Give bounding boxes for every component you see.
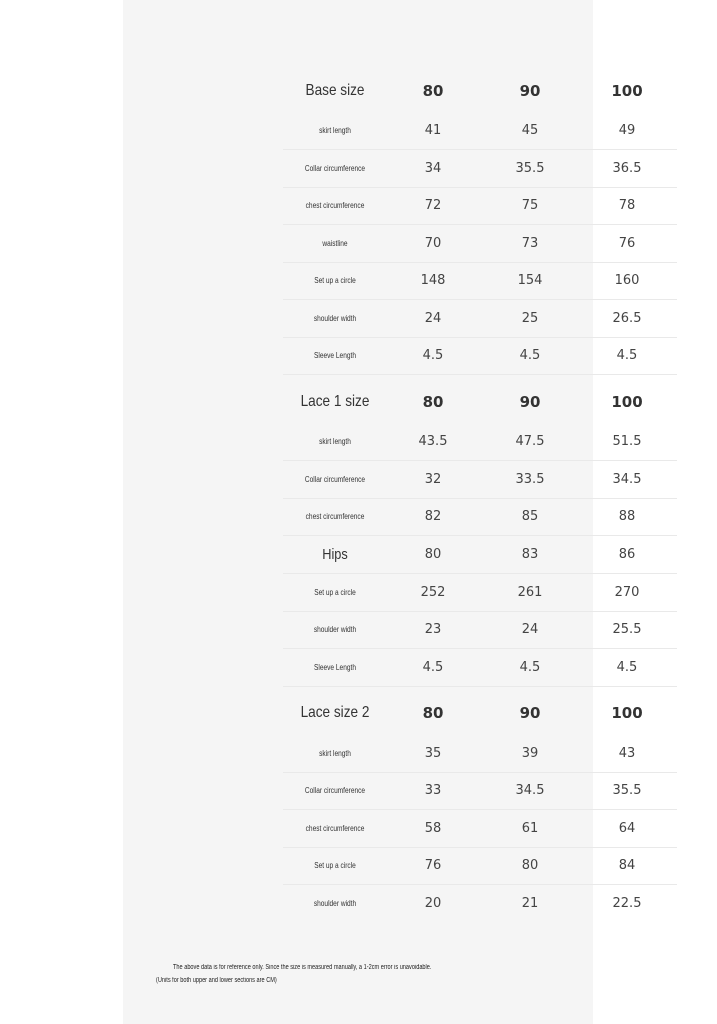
value-cell: 4.5	[422, 660, 444, 675]
table-row	[283, 150, 677, 188]
table-row	[283, 735, 677, 773]
value-cell: 21	[521, 896, 539, 911]
row-label: Set up a circle	[314, 588, 356, 597]
section-title: Lace size 2	[300, 703, 370, 721]
value-cell: 35.5	[515, 161, 545, 176]
value-cell: 270	[614, 585, 640, 600]
row-label: skirt length	[319, 126, 351, 135]
value-cell: 58	[424, 821, 442, 836]
size-90-header: 90	[519, 703, 541, 722]
value-cell: 160	[614, 273, 640, 288]
table-row	[283, 300, 677, 338]
row-label: shoulder width	[313, 899, 357, 908]
disclaimer-note: The above data is for reference only. Since the size is measured manually, a 1-2cm error is unavoidable.	[173, 964, 432, 971]
value-cell: 148	[420, 273, 446, 288]
size-100-header: 100	[611, 392, 643, 411]
row-label: skirt length	[319, 749, 351, 758]
value-cell: 32	[424, 472, 442, 487]
size-90-header: 90	[519, 392, 541, 411]
row-label: Set up a circle	[314, 276, 356, 285]
row-label: chest circumference	[305, 201, 365, 210]
table-row	[283, 461, 677, 499]
table-row	[283, 649, 677, 687]
units-note: (Units for both upper and lower sections are CM)	[156, 977, 277, 984]
table-row	[283, 187, 677, 225]
table-row	[283, 536, 677, 574]
value-cell: 45	[521, 123, 539, 138]
row-label: Set up a circle	[314, 861, 356, 870]
size-chart-panel	[123, 0, 643, 1024]
row-label: Sleeve Length	[314, 351, 356, 360]
value-cell: 23	[424, 622, 442, 637]
value-cell: 22.5	[612, 896, 642, 911]
table-row	[283, 225, 677, 263]
value-cell: 72	[424, 198, 442, 213]
table-row	[283, 772, 677, 810]
row-label: skirt length	[319, 437, 351, 446]
value-cell: 36.5	[612, 161, 642, 176]
value-cell: 4.5	[422, 348, 444, 363]
value-cell: 88	[618, 509, 636, 524]
value-cell: 24	[521, 622, 539, 637]
value-cell: 34	[424, 161, 442, 176]
table-row	[283, 847, 677, 885]
value-cell: 39	[521, 746, 539, 761]
value-cell: 35.5	[612, 783, 642, 798]
size-100-header: 100	[611, 703, 643, 722]
table-row	[283, 498, 677, 536]
value-cell: 76	[424, 858, 442, 873]
value-cell: 85	[521, 509, 539, 524]
value-cell: 82	[424, 509, 442, 524]
value-cell: 49	[618, 123, 636, 138]
value-cell: 80	[424, 547, 442, 562]
table-row	[283, 885, 677, 922]
value-cell: 4.5	[616, 660, 638, 675]
value-cell: 73	[521, 236, 539, 251]
row-label: shoulder width	[313, 625, 357, 634]
value-cell: 43	[618, 746, 636, 761]
row-label: Hips	[322, 545, 348, 563]
value-cell: 261	[517, 585, 543, 600]
row-label: Collar circumference	[304, 475, 366, 484]
value-cell: 33.5	[515, 472, 545, 487]
value-cell: 70	[424, 236, 442, 251]
value-cell: 80	[521, 858, 539, 873]
value-cell: 51.5	[612, 434, 642, 449]
row-label: chest circumference	[305, 824, 365, 833]
value-cell: 35	[424, 746, 442, 761]
value-cell: 84	[618, 858, 636, 873]
value-cell: 154	[517, 273, 543, 288]
row-label: chest circumference	[305, 512, 365, 521]
value-cell: 252	[420, 585, 446, 600]
value-cell: 47.5	[515, 434, 545, 449]
value-cell: 24	[424, 311, 442, 326]
value-cell: 83	[521, 547, 539, 562]
value-cell: 25.5	[612, 622, 642, 637]
row-label: shoulder width	[313, 314, 357, 323]
row-label: Sleeve Length	[314, 663, 356, 672]
value-cell: 34.5	[515, 783, 545, 798]
value-cell: 76	[618, 236, 636, 251]
value-cell: 20	[424, 896, 442, 911]
value-cell: 25	[521, 311, 539, 326]
size-header-row	[283, 72, 677, 109]
table-row	[283, 574, 677, 612]
value-cell: 43.5	[418, 434, 448, 449]
value-cell: 61	[521, 821, 539, 836]
size-100-header: 100	[611, 81, 643, 100]
table-row	[283, 337, 677, 375]
value-cell: 64	[618, 821, 636, 836]
value-cell: 78	[618, 198, 636, 213]
value-cell: 4.5	[519, 660, 541, 675]
row-label: Collar circumference	[304, 786, 366, 795]
value-cell: 86	[618, 547, 636, 562]
size-header-row	[283, 383, 677, 420]
table-row	[283, 262, 677, 300]
value-cell: 4.5	[519, 348, 541, 363]
table-row	[283, 112, 677, 150]
size-80-header: 80	[422, 392, 444, 411]
value-cell: 4.5	[616, 348, 638, 363]
table-row	[283, 611, 677, 649]
section-title: Base size	[305, 81, 365, 99]
size-80-header: 80	[422, 81, 444, 100]
value-cell: 41	[424, 123, 442, 138]
size-header-row	[283, 694, 677, 731]
value-cell: 75	[521, 198, 539, 213]
row-label: Collar circumference	[304, 164, 366, 173]
table-row	[283, 423, 677, 461]
size-90-header: 90	[519, 81, 541, 100]
value-cell: 26.5	[612, 311, 642, 326]
table-row	[283, 810, 677, 848]
value-cell: 33	[424, 783, 442, 798]
section-title: Lace 1 size	[300, 392, 370, 410]
row-label: waistline	[322, 239, 348, 248]
size-80-header: 80	[422, 703, 444, 722]
value-cell: 34.5	[612, 472, 642, 487]
